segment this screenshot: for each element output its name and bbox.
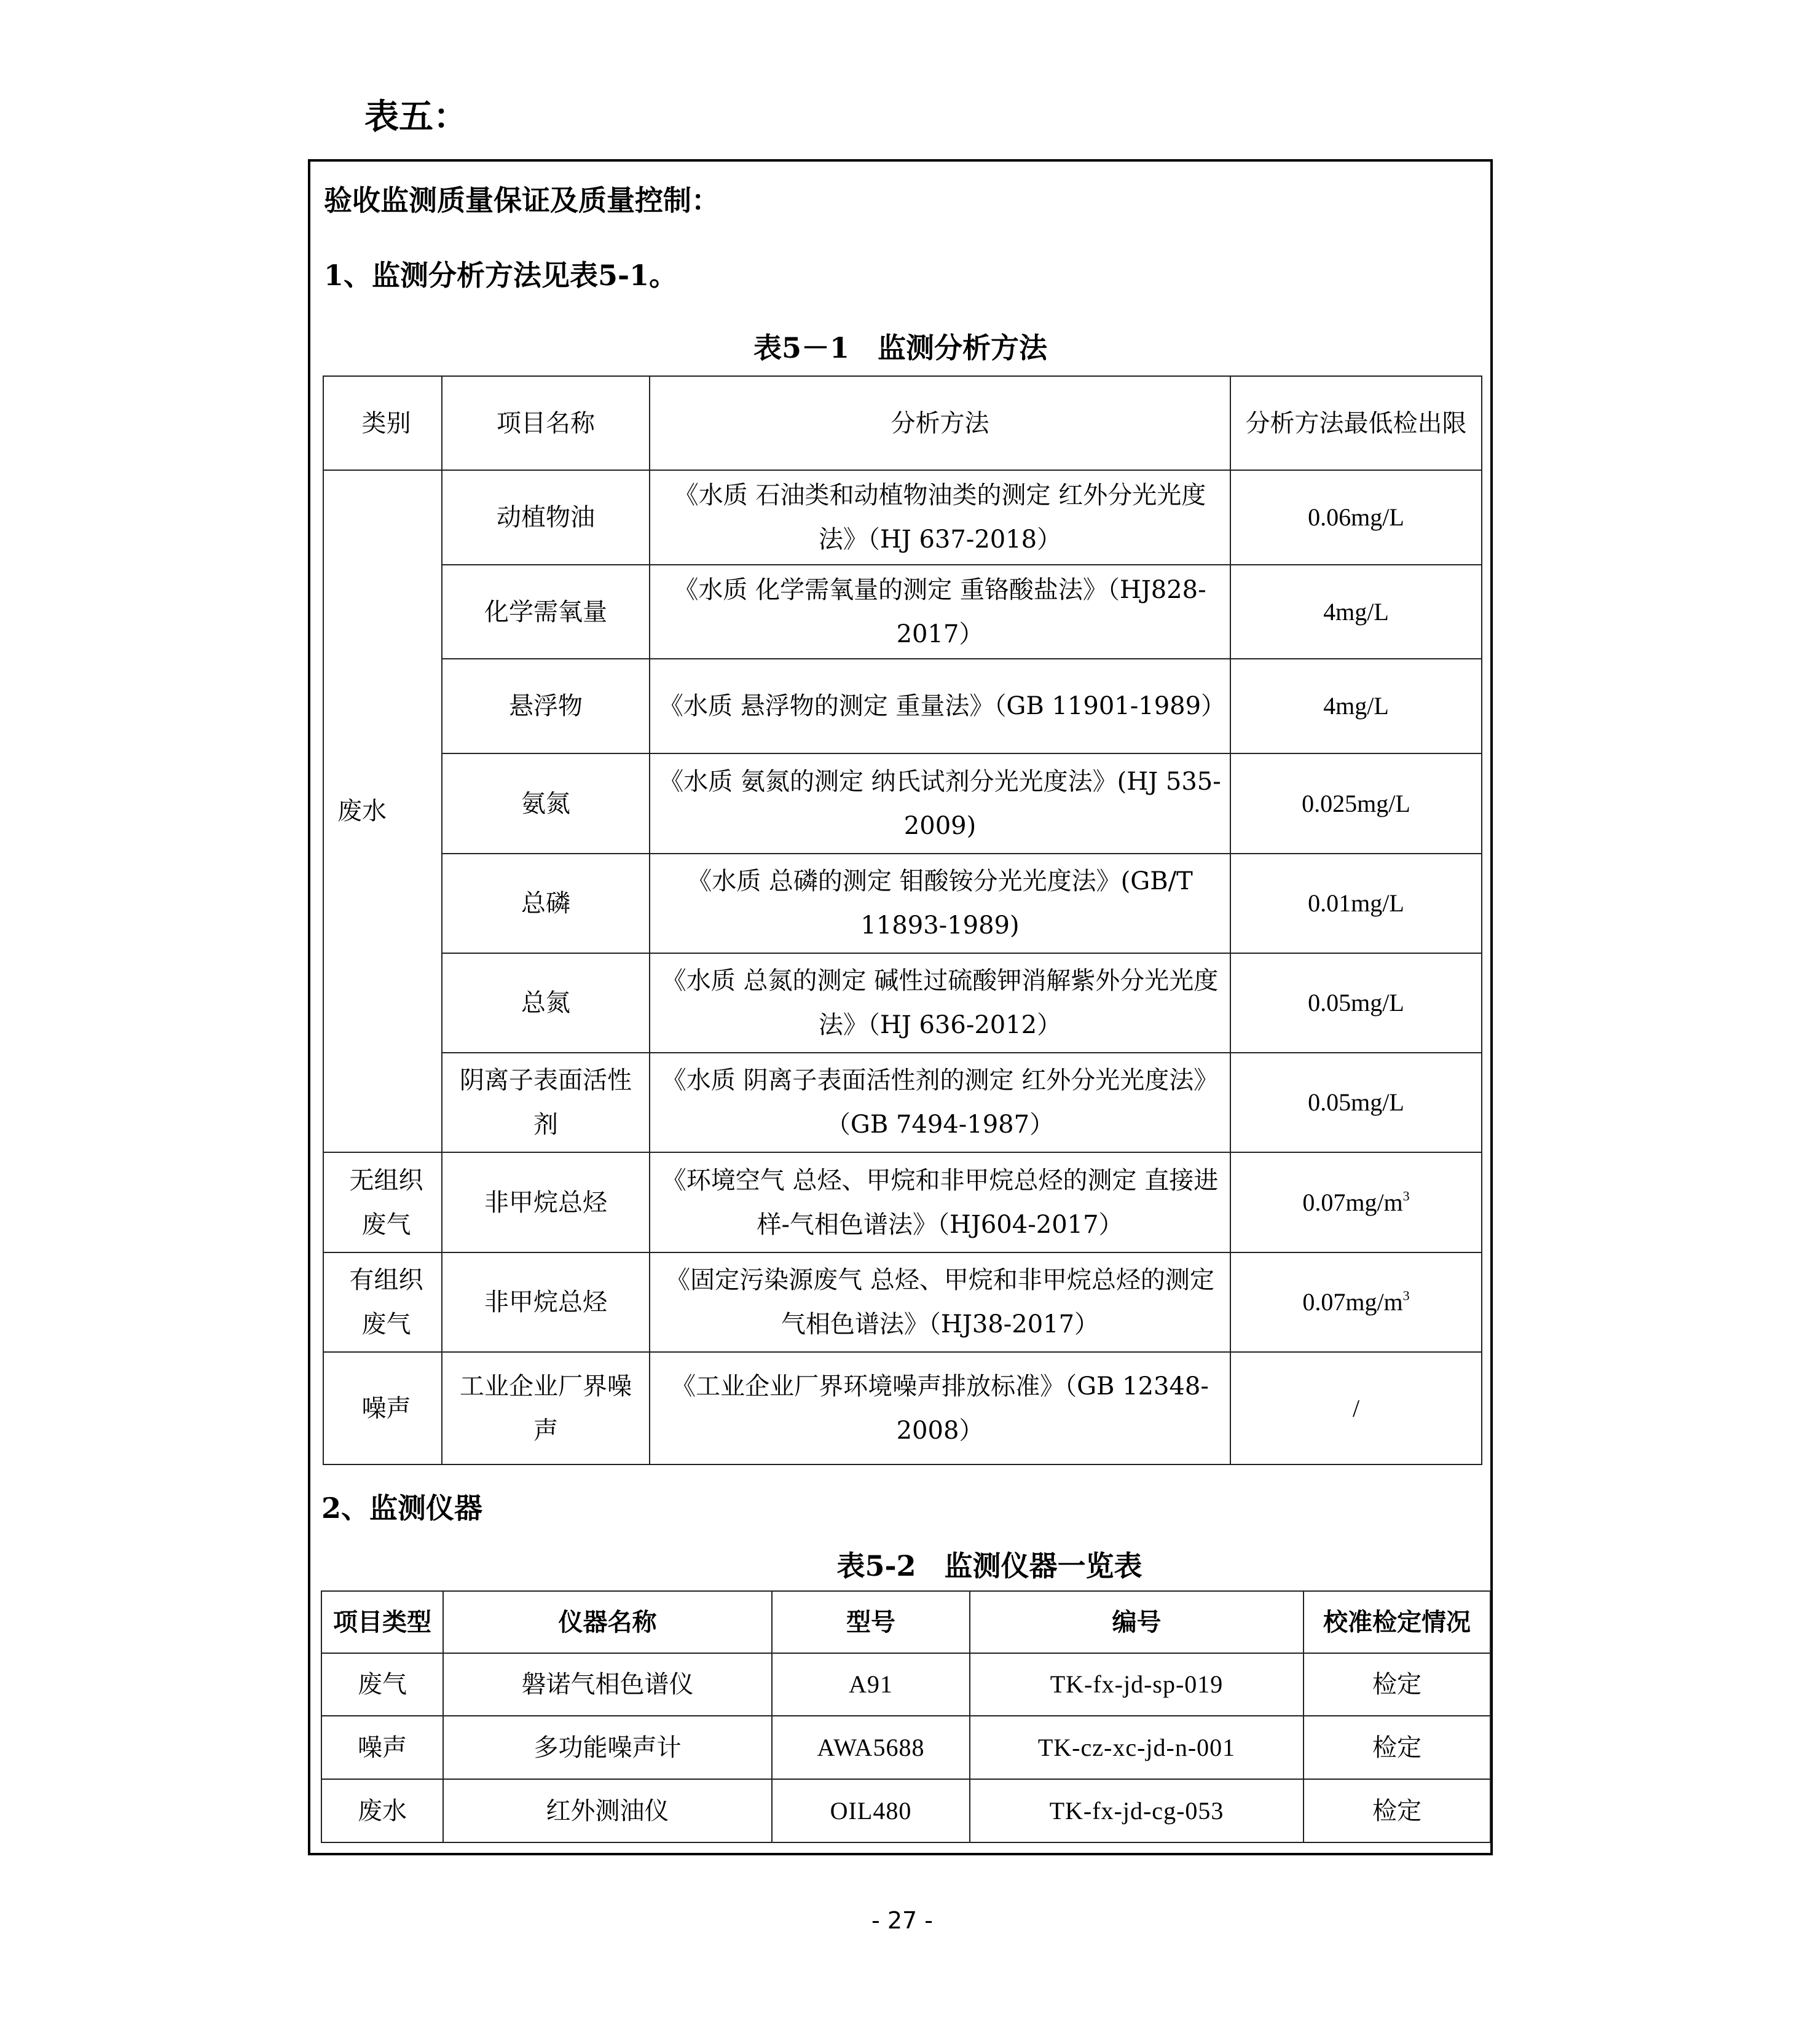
item-name-cell: 动植物油 [442,470,650,565]
table-row [323,953,1482,1053]
detection-limit-cell [1230,1252,1482,1352]
method-cell: 《水质 氨氮的测定 纳氏试剂分光光度法》(HJ 535-2009) [650,753,1230,854]
detection-limit-value: 0.06mg/L [1308,503,1404,531]
item-name-cell: 总磷 [442,854,650,953]
detection-limit-value: 0.01mg/L [1308,889,1404,917]
table-row [323,1152,1482,1252]
unit-superscript: 3 [1402,1287,1410,1303]
detection-limit-value: 4mg/L [1323,692,1389,720]
model-cell: OIL480 [772,1779,970,1842]
detection-limit-value: 0.05mg/L [1308,989,1404,1016]
detection-limit-cell [1230,854,1482,953]
header-calibration-status: 校准检定情况 [1304,1591,1490,1653]
detection-limit-value: 0.07mg/m [1302,1288,1403,1316]
method-cell: 《水质 总氮的测定 碱性过硫酸钾消解紫外分光光度法》（HJ 636-2012） [650,953,1230,1053]
detection-limit-value: 0.07mg/m [1302,1188,1403,1216]
method-cell: 《环境空气 总烃、甲烷和非甲烷总烃的测定 直接进样-气相色谱法》（HJ604-2017） [650,1152,1230,1252]
detection-limit-value: / [1352,1394,1360,1422]
table-header-row [323,376,1482,470]
table-row [321,1779,1490,1842]
model-cell: A91 [772,1653,970,1716]
category-cell: 无组织废气 [323,1152,442,1252]
item-name-cell: 悬浮物 [442,659,650,753]
table-5-2-caption: 表5-2 监测仪器一览表 [836,1549,1142,1582]
section-2-heading: 2、监测仪器 [321,1492,483,1525]
table-row [321,1716,1490,1779]
page-number: - 27 - [871,1907,933,1934]
detection-limit-value: 0.05mg/L [1308,1088,1404,1116]
item-name-cell: 氨氮 [442,753,650,854]
table-row [323,1252,1482,1352]
table-row [323,659,1482,753]
detection-limit-cell [1230,470,1482,565]
calibration-status-cell: 检定 [1304,1779,1490,1842]
table-header-row [321,1591,1490,1653]
item-name-cell: 非甲烷总烃 [442,1152,650,1252]
method-cell: 《固定污染源废气 总烃、甲烷和非甲烷总烃的测定 气相色谱法》（HJ38-2017） [650,1252,1230,1352]
detection-limit-cell [1230,1053,1482,1152]
detection-limit-cell [1230,565,1482,659]
detection-limit-value: 4mg/L [1323,597,1389,626]
calibration-status-cell: 检定 [1304,1716,1490,1779]
instrument-name-cell: 多功能噪声计 [443,1716,772,1779]
section-1-heading: 1、监测分析方法见表5-1。 [324,259,678,292]
method-cell: 《水质 悬浮物的测定 重量法》（GB 11901-1989） [650,659,1230,753]
serial-number-cell: TK-cz-xc-jd-n-001 [970,1716,1304,1779]
table-row [323,753,1482,854]
detection-limit-cell [1230,659,1482,753]
page-title: 表五： [364,96,468,137]
header-instrument-name: 仪器名称 [443,1591,772,1653]
header-method: 分析方法 [650,376,1230,470]
category-cell: 废水 [323,470,442,1152]
model-cell: AWA5688 [772,1716,970,1779]
method-cell: 《水质 石油类和动植物油类的测定 红外分光光度法》（HJ 637-2018） [650,470,1230,565]
detection-limit-cell [1230,1352,1482,1464]
table-row [323,565,1482,659]
instruments-table [321,1590,1491,1843]
table-row [323,1053,1482,1152]
item-name-cell: 阴离子表面活性剂 [442,1053,650,1152]
item-name-cell: 工业企业厂界噪声 [442,1352,650,1464]
calibration-status-cell: 检定 [1304,1653,1490,1716]
table-row [323,1352,1482,1464]
detection-limit-value: 0.025mg/L [1302,789,1410,817]
header-item: 项目名称 [442,376,650,470]
serial-number-cell: TK-fx-jd-sp-019 [970,1653,1304,1716]
serial-number-cell: TK-fx-jd-cg-053 [970,1779,1304,1842]
method-cell: 《水质 阴离子表面活性剂的测定 红外分光光度法》（GB 7494-1987） [650,1053,1230,1152]
table-row [323,470,1482,565]
category-cell: 有组织废气 [323,1252,442,1352]
unit-superscript: 3 [1402,1188,1410,1203]
table-5-1-caption: 表5－1 监测分析方法 [753,331,1047,364]
header-category: 类别 [323,376,442,470]
item-name-cell: 非甲烷总烃 [442,1252,650,1352]
type-cell: 噪声 [321,1716,443,1779]
table-row [323,854,1482,953]
instrument-name-cell: 磐诺气相色谱仪 [443,1653,772,1716]
analysis-methods-table [323,375,1482,1465]
detection-limit-cell [1230,753,1482,854]
type-cell: 废水 [321,1779,443,1842]
method-cell: 《工业企业厂界环境噪声排放标准》（GB 12348-2008） [650,1352,1230,1464]
header-detection-limit: 分析方法最低检出限 [1230,376,1482,470]
type-cell: 废气 [321,1653,443,1716]
header-serial-number: 编号 [970,1591,1304,1653]
instrument-name-cell: 红外测油仪 [443,1779,772,1842]
method-cell: 《水质 总磷的测定 钼酸铵分光光度法》(GB/T 11893-1989) [650,854,1230,953]
item-name-cell: 总氮 [442,953,650,1053]
header-type: 项目类型 [321,1591,443,1653]
category-cell: 噪声 [323,1352,442,1464]
detection-limit-cell [1230,1152,1482,1252]
table-row [321,1653,1490,1716]
header-model: 型号 [772,1591,970,1653]
method-cell: 《水质 化学需氧量的测定 重铬酸盐法》（HJ828-2017） [650,565,1230,659]
item-name-cell: 化学需氧量 [442,565,650,659]
qa-heading: 验收监测质量保证及质量控制： [324,184,720,217]
detection-limit-cell [1230,953,1482,1053]
